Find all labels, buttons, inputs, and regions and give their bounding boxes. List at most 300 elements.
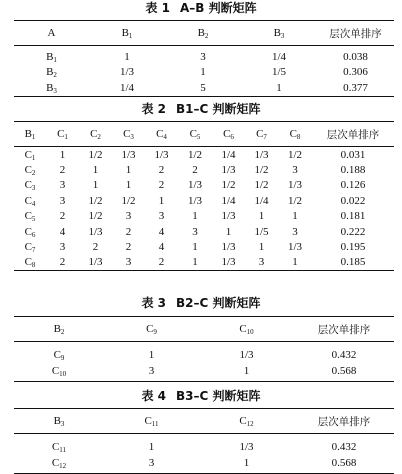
- table-cell: [312, 255, 394, 271]
- table-4-header: [14, 409, 394, 434]
- table-row: [14, 255, 394, 271]
- table-cell-text: 3: [258, 256, 265, 269]
- row-header-cell: [14, 65, 89, 81]
- table-cell-text: 1/2: [121, 194, 136, 207]
- table-cell: [145, 224, 178, 239]
- table-row: [14, 434, 394, 456]
- table-2-title: B1–C 判断矩阵: [176, 102, 261, 116]
- row-header-cell: [14, 434, 104, 456]
- table-cell-text: 0.222: [340, 225, 366, 238]
- table-cell-text: 4: [59, 225, 66, 238]
- column-header-subscript: 1: [31, 133, 36, 141]
- table-cell: [112, 239, 145, 254]
- table-cell: [317, 65, 394, 81]
- table-cell: [245, 193, 278, 208]
- column-header: [89, 21, 165, 46]
- table-cell: [112, 162, 145, 177]
- column-header-text: B: [53, 415, 61, 427]
- table-cell-text: 1/4: [221, 148, 236, 161]
- column-header-text: A: [47, 27, 56, 39]
- table-cell-text: 1/2: [287, 194, 303, 207]
- table-row: [14, 224, 394, 239]
- table-cell-text: 1: [192, 210, 198, 223]
- table-cell: [79, 147, 112, 163]
- table-cell-text: 1/3: [88, 256, 103, 269]
- table-cell: [46, 147, 79, 163]
- table-cell: [79, 162, 112, 177]
- table-cell: [212, 239, 245, 254]
- table-cell: [212, 193, 245, 208]
- table-cell: [79, 239, 112, 254]
- table-cell: [178, 193, 212, 208]
- column-header: [294, 409, 394, 434]
- table-1: [14, 20, 394, 97]
- column-header-text: 层次单排序: [329, 27, 382, 40]
- table-cell: [145, 255, 178, 271]
- table-cell: [112, 224, 145, 239]
- table-cell: [294, 434, 394, 456]
- header-row: [14, 122, 394, 147]
- table-cell-text: 3: [192, 225, 198, 238]
- row-header-cell-subscript: 12: [59, 462, 67, 470]
- header-row: [14, 317, 394, 342]
- column-header: [312, 122, 394, 147]
- table-cell: [165, 80, 241, 96]
- table-cell-text: 3: [59, 179, 66, 192]
- table-4-caption: [0, 389, 402, 403]
- column-header: [14, 317, 104, 342]
- table-cell-text: 1/3: [121, 148, 136, 161]
- row-header-cell-subscript: 6: [31, 230, 36, 239]
- row-header-cell: [14, 46, 89, 65]
- column-header-text: B: [53, 323, 61, 335]
- table-cell-text: 0.188: [340, 164, 366, 177]
- table-cell-text: 3: [125, 256, 132, 269]
- table-cell: [79, 178, 112, 193]
- table-cell: [79, 193, 112, 208]
- row-header-cell-text: C: [24, 256, 32, 269]
- table-cell-text: 0.377: [343, 81, 368, 94]
- table-cell: [178, 209, 212, 224]
- table-cell: [178, 224, 212, 239]
- table-cell: [312, 193, 394, 208]
- table-cell: [79, 209, 112, 224]
- row-header-cell-subscript: 10: [59, 370, 67, 378]
- table-cell-text: 1/5: [254, 225, 269, 238]
- table-2-body: [14, 147, 394, 271]
- table-cell: [245, 162, 278, 177]
- table-row: [14, 46, 394, 65]
- table-cell: [199, 363, 294, 382]
- table-cell: [245, 147, 278, 163]
- row-header-cell-subscript: 4: [31, 199, 36, 208]
- table-cell-text: 1/2: [88, 210, 103, 223]
- table-cell-text: 0.185: [340, 256, 366, 269]
- column-header-subscript: 2: [97, 133, 101, 141]
- table-cell-text: 2: [59, 210, 66, 223]
- table-cell-text: 2: [158, 256, 165, 269]
- table-2: [14, 121, 394, 271]
- column-header: [14, 122, 46, 147]
- table-cell: [178, 162, 212, 177]
- table-cell-text: 2: [158, 179, 165, 192]
- table-cell-text: 1: [158, 194, 165, 207]
- column-header: [294, 317, 394, 342]
- column-header: [112, 122, 145, 147]
- table-cell-text: 1/4: [119, 81, 135, 94]
- column-header-text: C: [57, 128, 65, 140]
- table-cell-text: 1/3: [187, 179, 203, 192]
- column-header: [79, 122, 112, 147]
- table-cell-text: 1/3: [254, 148, 269, 161]
- table-cell-text: 1/4: [271, 50, 287, 63]
- table-cell-text: 0.038: [343, 50, 368, 63]
- row-header-cell: [14, 455, 104, 474]
- table-cell: [46, 178, 79, 193]
- table-cell-text: 0.126: [340, 179, 366, 192]
- column-header-text: B: [121, 27, 129, 39]
- table-row: [14, 455, 394, 474]
- column-header: [145, 122, 178, 147]
- table-cell: [245, 178, 278, 193]
- table-cell: [241, 46, 317, 65]
- row-header-cell: [14, 193, 46, 208]
- table-cell-text: 1: [92, 164, 99, 177]
- table-cell: [89, 65, 165, 81]
- table-cell-text: 2: [125, 225, 132, 238]
- table-cell: [145, 147, 178, 163]
- table-cell: [294, 455, 394, 474]
- table-row: [14, 363, 394, 382]
- table-cell-text: 1: [59, 148, 66, 161]
- table-cell: [112, 178, 145, 193]
- table-cell-text: 0.195: [340, 241, 366, 254]
- table-3-caption: [0, 296, 402, 310]
- column-header-subscript: 2: [60, 328, 65, 336]
- column-header: [165, 21, 241, 46]
- table-cell: [89, 46, 165, 65]
- table-cell: [278, 162, 312, 177]
- table-cell: [178, 147, 212, 163]
- table-cell-text: 2: [125, 241, 132, 254]
- table-3: [14, 316, 394, 382]
- table-cell: [278, 147, 312, 163]
- column-header: [245, 122, 278, 147]
- table-cell: [145, 239, 178, 254]
- table-cell-text: 4: [158, 241, 165, 254]
- table-cell-text: 0.432: [331, 441, 357, 453]
- table-row: [14, 147, 394, 163]
- row-header-cell: [14, 162, 46, 177]
- table-cell: [278, 239, 312, 254]
- column-header: [104, 409, 199, 434]
- row-header-cell-text: C: [24, 148, 32, 161]
- table-cell: [104, 455, 199, 474]
- table-cell-text: 3: [125, 210, 132, 223]
- column-header-text: C: [146, 323, 154, 335]
- table-cell-text: 4: [158, 225, 165, 238]
- table-cell-text: 2: [158, 164, 165, 177]
- table-cell-text: 0.306: [343, 66, 368, 79]
- table-cell: [79, 255, 112, 271]
- table-cell-text: 1/3: [287, 179, 303, 192]
- table-cell: [145, 209, 178, 224]
- table-2-number: 表 2: [141, 102, 167, 116]
- column-header: [241, 21, 317, 46]
- table-cell: [145, 178, 178, 193]
- table-cell-text: 3: [200, 50, 206, 63]
- table-cell: [145, 162, 178, 177]
- column-header-text: C: [289, 128, 297, 140]
- column-header-text: C: [239, 323, 247, 335]
- column-header: [317, 21, 394, 46]
- table-cell-text: 0.031: [340, 148, 366, 161]
- column-header-subscript: 8: [296, 133, 301, 141]
- table-cell-text: 1: [92, 179, 99, 192]
- table-cell-text: 1: [125, 164, 132, 177]
- table-cell-text: 1/3: [221, 256, 236, 269]
- table-cell: [199, 342, 294, 364]
- row-header-cell: [14, 178, 46, 193]
- table-cell: [212, 178, 245, 193]
- table-cell: [278, 224, 312, 239]
- row-header-cell: [14, 209, 46, 224]
- row-header-cell: [14, 363, 104, 382]
- table-3-number: 表 3: [141, 296, 167, 310]
- table-cell: [199, 434, 294, 456]
- table-cell-text: 1/4: [221, 194, 236, 207]
- table-cell: [278, 209, 312, 224]
- column-header-text: 层次单排序: [317, 323, 371, 336]
- row-header-cell-subscript: 1: [53, 55, 57, 64]
- table-cell: [46, 209, 79, 224]
- table-4-body: [14, 434, 394, 474]
- column-header-text: C: [223, 128, 231, 140]
- table-1-number: 表 1: [145, 1, 170, 15]
- column-header-subscript: 11: [151, 420, 159, 428]
- table-cell: [112, 209, 145, 224]
- table-cell-text: 0.432: [331, 349, 357, 361]
- column-header: [104, 317, 199, 342]
- table-cell: [89, 80, 165, 96]
- column-header: [199, 409, 294, 434]
- table-cell-text: 1/2: [221, 179, 236, 192]
- column-header-subscript: 10: [246, 328, 254, 336]
- table-cell-text: 2: [59, 164, 66, 177]
- table-1-header: [14, 21, 394, 46]
- table-cell-text: 1: [258, 210, 265, 223]
- table-cell: [317, 46, 394, 65]
- table-3-title: B2–C 判断矩阵: [176, 296, 261, 310]
- column-header-subscript: 5: [196, 133, 201, 141]
- row-header-cell-subscript: 1: [31, 153, 36, 162]
- table-cell-text: 2: [59, 256, 66, 269]
- table-cell-text: 0.181: [340, 210, 366, 223]
- table-cell-text: 3: [292, 225, 298, 238]
- table-cell-text: 1: [292, 210, 298, 223]
- table-cell: [46, 162, 79, 177]
- column-header-subscript: 3: [60, 420, 65, 428]
- row-header-cell-text: C: [24, 225, 32, 238]
- row-header-cell-text: B: [46, 81, 54, 94]
- table-cell: [112, 147, 145, 163]
- table-cell-text: 3: [148, 457, 155, 469]
- column-header: [14, 21, 89, 46]
- table-cell: [245, 209, 278, 224]
- table-cell-text: 1: [148, 349, 155, 361]
- column-header-subscript: 6: [230, 133, 234, 141]
- table-row: [14, 193, 394, 208]
- table-cell-text: 3: [59, 194, 66, 207]
- row-header-cell-text: B: [46, 50, 54, 63]
- table-cell: [212, 209, 245, 224]
- table-4: [14, 408, 394, 474]
- table-cell: [165, 65, 241, 81]
- column-header: [46, 122, 79, 147]
- table-cell: [278, 255, 312, 271]
- row-header-cell-subscript: 3: [53, 86, 57, 95]
- row-header-cell-subscript: 2: [53, 71, 57, 80]
- row-header-cell-subscript: 9: [60, 354, 65, 362]
- row-header-cell: [14, 224, 46, 239]
- table-cell: [112, 193, 145, 208]
- column-header-subscript: 1: [128, 32, 133, 40]
- column-header-text: C: [256, 128, 264, 140]
- column-header-subscript: 1: [64, 133, 68, 141]
- column-header-subscript: 9: [153, 328, 157, 336]
- row-header-cell-subscript: 11: [59, 446, 67, 454]
- table-cell: [212, 255, 245, 271]
- column-header-text: C: [189, 128, 197, 140]
- row-header-cell-text: C: [24, 179, 32, 192]
- table-row: [14, 239, 394, 254]
- row-header-cell-text: C: [24, 194, 32, 207]
- column-header-text: B: [24, 128, 32, 140]
- table-cell-text: 1: [276, 81, 282, 94]
- column-header-text: B: [197, 27, 205, 39]
- table-cell-text: 1: [124, 50, 130, 63]
- row-header-cell-subscript: 2: [31, 169, 36, 178]
- table-cell-text: 1: [258, 241, 265, 254]
- table-cell: [245, 255, 278, 271]
- table-cell: [212, 224, 245, 239]
- row-header-cell-text: C: [51, 457, 60, 469]
- table-cell-text: 0.568: [331, 365, 357, 377]
- table-cell-text: 1/3: [221, 210, 236, 223]
- table-cell-text: 1: [292, 256, 298, 269]
- table-cell: [46, 224, 79, 239]
- table-cell-text: 1: [125, 179, 132, 192]
- table-cell-text: 1: [192, 256, 198, 269]
- row-header-cell: [14, 255, 46, 271]
- table-cell-text: 1/3: [187, 194, 203, 207]
- table-cell: [312, 147, 394, 163]
- table-cell: [317, 80, 394, 96]
- table-cell: [46, 193, 79, 208]
- row-header-cell-text: C: [24, 164, 32, 177]
- table-cell: [241, 80, 317, 96]
- table-cell-text: 1/2: [287, 148, 303, 161]
- table-cell: [245, 239, 278, 254]
- table-cell-text: 1: [148, 441, 155, 453]
- table-cell-text: 1/4: [254, 194, 269, 207]
- column-header-subscript: 4: [163, 133, 167, 141]
- table-row: [14, 342, 394, 364]
- table-cell: [312, 224, 394, 239]
- table-cell: [104, 434, 199, 456]
- table-cell-text: 3: [158, 210, 165, 223]
- table-cell-text: 1: [243, 365, 250, 377]
- table-cell-text: 1/2: [88, 194, 103, 207]
- row-header-cell: [14, 239, 46, 254]
- column-header-text: 层次单排序: [326, 128, 380, 141]
- header-row: [14, 409, 394, 434]
- table-cell: [79, 224, 112, 239]
- table-cell-text: 1/3: [221, 164, 236, 177]
- row-header-cell-subscript: 5: [31, 215, 36, 224]
- table-cell: [178, 239, 212, 254]
- table-cell: [104, 342, 199, 364]
- table-cell-text: 5: [200, 81, 206, 94]
- column-header-subscript: 7: [263, 133, 267, 141]
- table-cell-text: 1/2: [254, 179, 269, 192]
- table-4-title: B3–C 判断矩阵: [176, 389, 261, 403]
- row-header-cell-text: C: [51, 365, 60, 377]
- table-cell-text: 0.568: [331, 457, 357, 469]
- row-header-cell-text: C: [53, 349, 61, 361]
- table-cell: [145, 193, 178, 208]
- table-cell: [245, 224, 278, 239]
- table-cell: [312, 239, 394, 254]
- table-cell: [46, 255, 79, 271]
- table-2-caption: [0, 102, 402, 116]
- column-header-subscript: 2: [204, 32, 209, 40]
- table-1-caption: [0, 1, 402, 15]
- column-header-text: C: [144, 415, 152, 427]
- row-header-cell-text: C: [51, 441, 60, 453]
- table-cell-text: 3: [59, 241, 66, 254]
- table-cell-text: 1/2: [187, 148, 203, 161]
- table-cell-text: 1/3: [88, 225, 103, 238]
- column-header-text: C: [123, 128, 131, 140]
- table-cell: [199, 455, 294, 474]
- column-header-text: C: [90, 128, 98, 140]
- table-row: [14, 178, 394, 193]
- table-1-body: [14, 46, 394, 97]
- row-header-cell: [14, 80, 89, 96]
- row-header-cell: [14, 342, 104, 364]
- row-header-cell-text: C: [24, 210, 32, 223]
- table-cell-text: 1/3: [287, 241, 303, 254]
- column-header-subscript: 3: [280, 32, 285, 40]
- table-cell: [212, 147, 245, 163]
- table-cell-text: 1/3: [119, 66, 135, 79]
- table-cell: [294, 363, 394, 382]
- table-cell: [212, 162, 245, 177]
- table-cell-text: 2: [92, 241, 99, 254]
- column-header-text: C: [239, 415, 247, 427]
- table-cell: [241, 65, 317, 81]
- table-row: [14, 209, 394, 224]
- table-2-header: [14, 122, 394, 147]
- table-cell: [104, 363, 199, 382]
- column-header-subscript: 3: [130, 133, 134, 141]
- table-cell-text: 1/3: [239, 349, 254, 361]
- row-header-cell-text: C: [24, 241, 32, 254]
- table-cell-text: 1/2: [254, 164, 269, 177]
- column-header: [178, 122, 212, 147]
- table-cell: [278, 178, 312, 193]
